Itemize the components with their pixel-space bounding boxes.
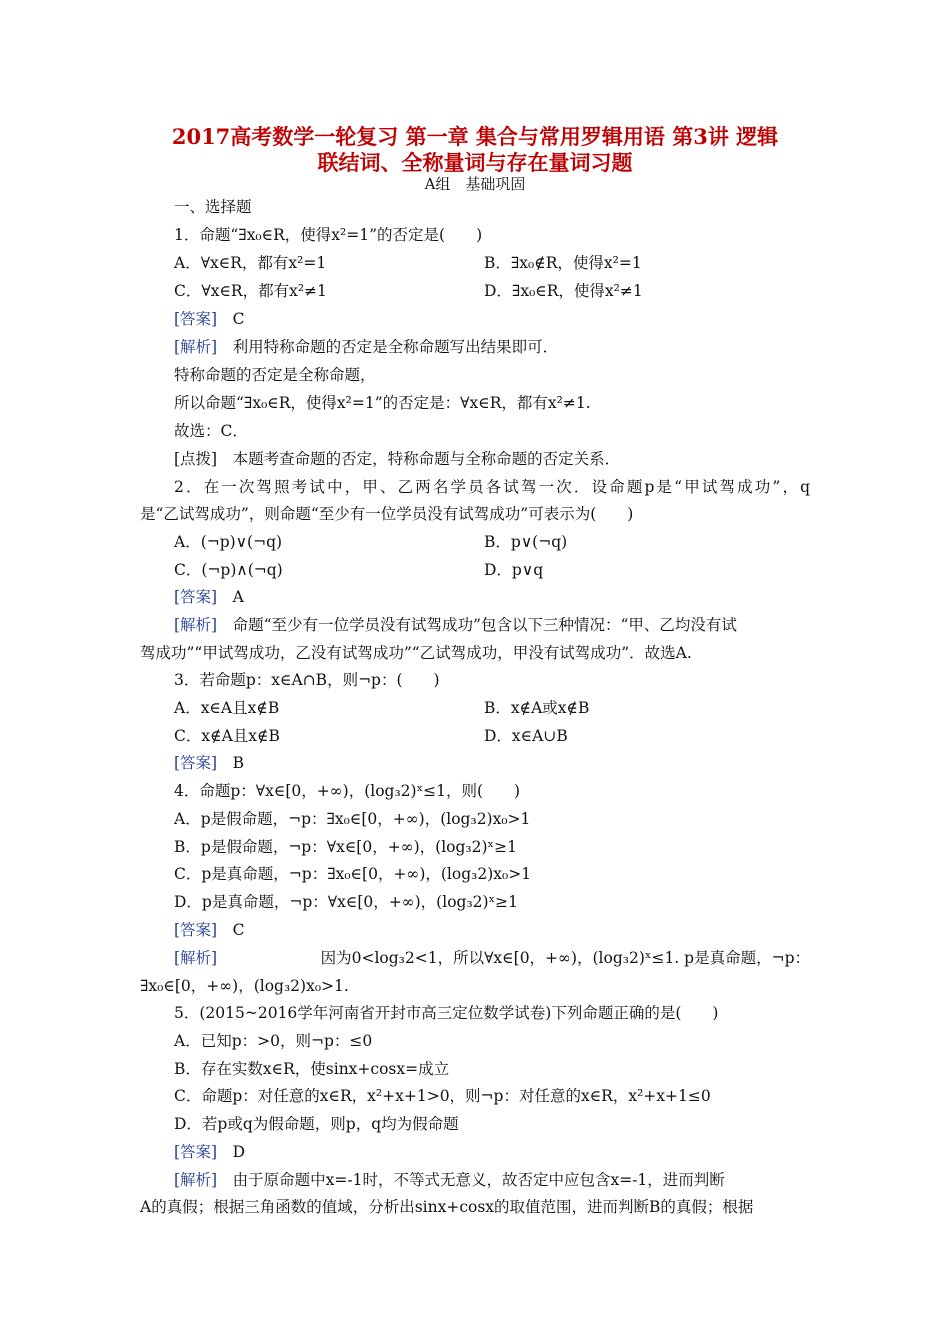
q1-answer [174,308,245,330]
analysis-tag: [解析] [174,949,218,967]
analysis-tag: [解析] [174,1171,218,1189]
q3-option-c: C．x∉A且x∉B [174,727,280,745]
q1-option-a: A．∀x∈R，都有x²=1 [174,254,327,272]
q3-option-b: B．x∉A或x∉B [484,699,590,717]
q4-analysis [174,947,810,969]
q2-analysis-text: 命题“至少有一位学员没有试驾成功”包含以下三种情况：“甲、乙均没有试 [232,616,737,634]
q1-option-c: C．∀x∈R，都有x²≠1 [174,282,327,300]
q4-answer-value: C [232,921,245,939]
q4-answer [174,919,245,941]
q2-answer [174,586,244,608]
q1-option-b: B．∃x₀∉R，使得x²=1 [484,254,642,272]
q1-hint-text: 本题考查命题的否定，特称命题与全称命题的否定关系． [232,450,621,468]
q5-option-b: B．存在实数x∈R，使sinx+cosx=成立 [174,1060,450,1078]
q4-analysis-line-2: ∃x₀∈[0，+∞)，(log₃2)x₀>1. [140,977,349,995]
q4-option-c: C．p是真命题，¬p：∃x₀∈[0，+∞)，(log₃2)x₀>1 [174,865,532,883]
q1-analysis-line-2: 特称命题的否定是全称命题， [174,366,376,384]
q5-answer-value: D [232,1143,246,1161]
doc-title-line-2: 联结词、全称量词与存在量词习题 [317,150,633,175]
q1-option-d: D．∃x₀∈R，使得x²≠1 [484,282,643,300]
answer-tag: [答案] [174,754,218,772]
q3-answer-value: B [232,754,245,772]
q4-option-a: A．p是假命题，¬p：∃x₀∈[0，+∞)，(log₃2)x₀>1 [174,810,531,828]
q4-analysis-text: 因为0<log₃2<1，所以∀x∈[0，+∞)，(log₃2)ˣ≤1. p是真命题，¬p： [320,949,810,967]
q2-option-c: C．(¬p)∧(¬q) [174,561,283,579]
q2-option-d: D．p∨q [484,561,544,579]
q5-stem: 5．(2015~2016学年河南省开封市高三定位数学试卷)下列命题正确的是( ) [174,1004,719,1022]
q5-analysis-line-2: A的真假；根据三角函数的值域，分析出sinx+cosx的取值范围，进而判断B的真假；根据 [140,1198,754,1216]
q1-analysis [174,336,558,358]
q3-answer [174,752,244,774]
analysis-tag: [解析] [174,338,218,356]
q5-answer [174,1141,245,1163]
q4-option-b: B．p是假命题，¬p：∀x∈[0，+∞)，(log₃2)ˣ≥1 [174,838,517,856]
q4-option-d: D．p是真命题，¬p：∀x∈[0，+∞)，(log₃2)ˣ≥1 [174,893,518,911]
section-heading: 一、选择题 [174,198,252,216]
q5-option-d: D．若p或q为假命题，则p，q均为假命题 [174,1115,459,1133]
q2-option-b: B．p∨(¬q) [484,533,568,551]
q2-analysis [174,614,737,636]
q1-analysis-line-3: 所以命题“∃x₀∈R，使得x²=1”的否定是：∀x∈R，都有x²≠1. [174,394,591,412]
analysis-tag: [解析] [174,616,218,634]
q1-answer-value: C [232,310,245,328]
answer-tag: [答案] [174,588,218,606]
q1-stem: 1．命题“∃x₀∈R，使得x²=1”的否定是( ) [174,226,483,244]
answer-tag: [答案] [174,310,218,328]
q3-option-a: A．x∈A且x∉B [174,699,280,717]
q5-option-c: C．命题p：对任意的x∈R，x²+x+1>0，则¬p：对任意的x∈R，x²+x+1≤0 [174,1087,711,1105]
q2-stem-line-2: 是“乙试驾成功”，则命题“至少有一位学员没有试驾成功”可表示为( ) [140,505,634,523]
q5-option-a: A．已知p：>0，则¬p：≤0 [174,1032,373,1050]
q1-analysis-text: 利用特称命题的否定是全称命题写出结果即可． [232,338,559,356]
q2-option-a: A．(¬p)∨(¬q) [174,533,283,551]
q5-analysis-text: 由于原命题中x=-1时，不等式无意义，故否定中应包含x=-1，进而判断 [232,1171,725,1189]
q1-analysis-line-4: 故选：C． [174,422,248,440]
q1-hint [174,448,620,470]
q5-analysis [174,1169,725,1191]
q2-stem-line-1: 2．在一次驾照考试中，甲、乙两名学员各试驾一次．设命题p是“甲试驾成功”，q [174,478,810,496]
q2-analysis-line-2: 驾成功”“甲试驾成功，乙没有试驾成功”“乙试驾成功，甲没有试驾成功”．故选A. [140,644,692,662]
answer-tag: [答案] [174,921,218,939]
doc-title-line-1: 2017高考数学一轮复习 第一章 集合与常用罗辑用语 第3讲 逻辑 [171,124,779,149]
q2-answer-value: A [232,588,244,606]
answer-tag: [答案] [174,1143,218,1161]
q4-stem: 4．命题p：∀x∈[0，+∞)，(log₃2)ˣ≤1，则( ) [174,782,521,800]
group-heading: A组 基础巩固 [424,175,526,193]
hint-tag: [点拨] [174,450,218,468]
q3-option-d: D．x∈A∪B [484,727,568,745]
q3-stem: 3．若命题p：x∈A∩B，则¬p：( ) [174,671,440,689]
